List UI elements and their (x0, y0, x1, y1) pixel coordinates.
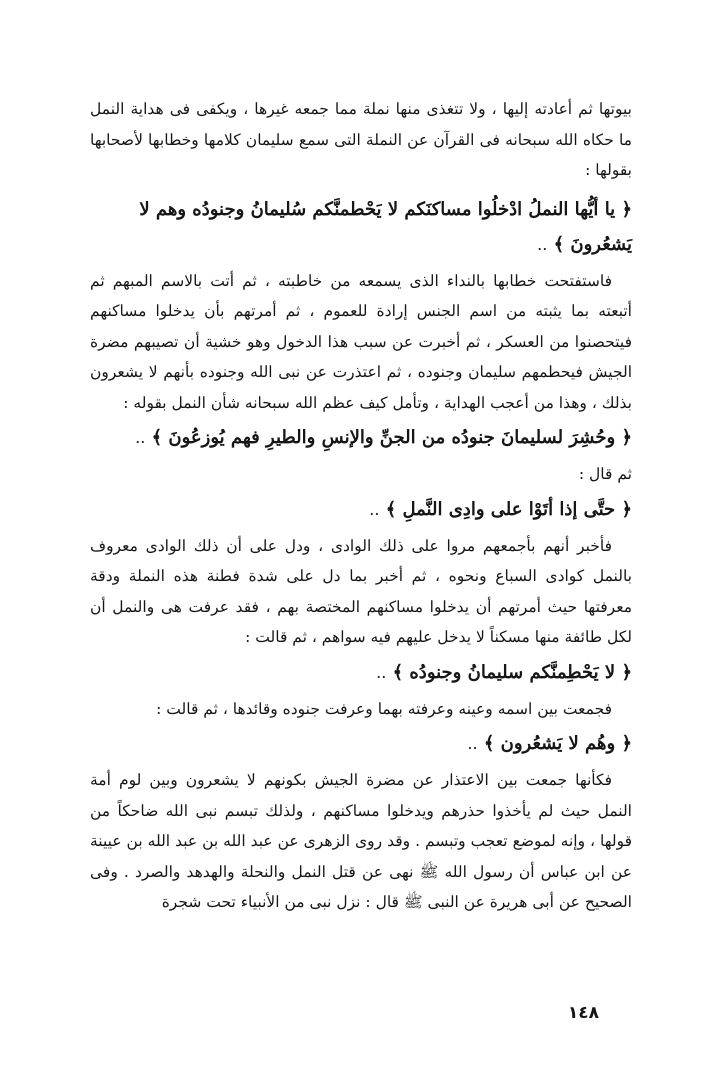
quran-verse-crush (90, 655, 632, 690)
verse-text: ﴿ حتَّى إذا أتَوْا على وادِى النَّملِ ﴾ (385, 498, 632, 520)
verse-continuation-mark: .. (376, 662, 387, 682)
verse-text: ﴿ وحُشِرَ لسليمانَ جنودُه من الجنِّ والإنسِ والطيرِ فهم يُوزعُونَ ﴾ (151, 427, 632, 448)
verse-text: ﴿ وهُم لا يَشعُرون ﴾ (483, 733, 632, 754)
quran-verse-valley (90, 492, 632, 527)
verse-continuation-mark: .. (537, 234, 548, 254)
verse-continuation-mark: .. (369, 499, 380, 519)
quran-verse-unaware (90, 726, 632, 761)
verse-text: ﴿ يا أيُّها النملُ ادْخلُوا مساكنَكم لا يَحْطمنَّكم سُليمانُ وجنودُه وهم لا يَشعُرونَ ﴾ (139, 198, 632, 255)
page-number: ١٤٨ (567, 1003, 599, 1023)
book-page (90, 94, 632, 918)
verse-continuation-mark: .. (135, 428, 146, 447)
paragraph-valley-explanation: فأخبر أنهم بأجمعهم مروا على ذلك الوادى ، ودل على أن ذلك الوادى معروف بالنمل كوادى السباع ونحوه ، ثم أخبر بما دل على شدة فطنة هذه النملة ودقة معرفتها حيث أمرتهم أن يدخلوا مساكنهم المختصة بهم ، فقد عرفت هى والنمل أن لكل طائفة منها مسكناً لا يدخل عليهم فيه سواهم ، ثم قالت : (90, 536, 632, 646)
paragraph-apology-and-hadith: فكأنها جمعت بين الاعتذار عن مضرة الجيش بكونهم لا يشعرون وبين لوم أمة النمل حيث لم يأخذوا حذرهم ويدخلوا مساكنهم ، ولذلك تبسم نبى الله ضاحكاً من قولها ، وإنه لموضع تعجب وتبسم . وقد روى الزهرى عن عبد الله بن عبد الله بن عيينة عن ابن عباس أن رسول الله ﷺ نهى عن قتل النمل والنحلة والهدهد والصرد . وفى الصحيح عن أبى هريرة عن النبى ﷺ قال : نزل نبى من الأنبياء تحت شجرة (90, 771, 632, 911)
paragraph-intro: بيوتها ثم أعادته إليها ، ولا تتغذى منها نملة مما جمعه غيرها ، ويكفى فى هداية النمل ما حكاه الله سبحانه فى القرآن عن النملة التى سمع سليمان كلامها وخطابها لأصحابها بقولها : (90, 100, 632, 179)
verse-text: ﴿ لا يَحْطِمنَّكم سليمانُ وجنودُه ﴾ (392, 661, 632, 683)
paragraph-analysis: فاستفتحت خطابها بالنداء الذى يسمعه من خاطبته ، ثم أتت بالاسم المبهم ثم أتبعته بما يثبته من اسم الجنس إرادة للعموم ، ثم أمرتهم بأن يدخلوا مساكنهم فيتحصنوا من العسكر ، ثم أخبرت عن سبب هذا الدخول وهو خشية أن تصيبهم مضرة الجيش فيحطمهم سليمان وجنوده ، ثم اعتذرت عن نبى الله وجنوده بأنهم لا يشعرون بذلك ، وهذا من أعجب الهداية ، وتأمل كيف عظم الله سبحانه شأن النمل بقوله : (90, 271, 632, 412)
quran-verse-armies (90, 420, 632, 455)
quran-verse-ant-speech (90, 192, 632, 262)
paragraph-then-said: ثم قال : (578, 465, 632, 483)
paragraph-name-and-troops: فجمعت بين اسمه وعينه وعرفته بهما وعرفت جنوده وقائدها ، ثم قالت : (156, 699, 612, 718)
verse-continuation-mark: .. (467, 734, 478, 753)
